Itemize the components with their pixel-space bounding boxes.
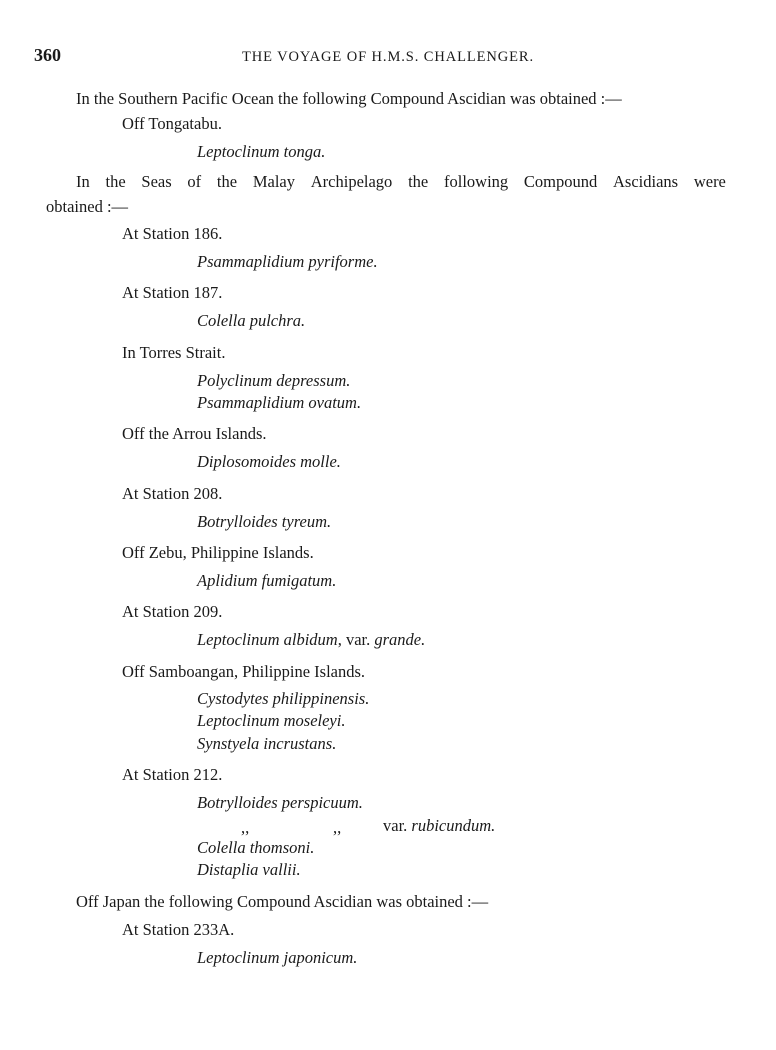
ditto-mark: ,, xyxy=(241,818,250,837)
species: Cystodytes philippinensis. xyxy=(197,689,370,708)
species: Distaplia vallii. xyxy=(197,860,301,879)
locality-station-233a: At Station 233A. xyxy=(122,920,235,939)
locality: Off the Arrou Islands. xyxy=(122,424,267,443)
species: Colella thomsoni. xyxy=(197,838,315,857)
locality: At Station 186. xyxy=(122,224,223,243)
locality: At Station 208. xyxy=(122,484,223,503)
locality: At Station 209. xyxy=(122,602,223,621)
species: Botrylloides tyreum. xyxy=(197,512,332,531)
species: Psammaplidium pyriforme. xyxy=(197,252,378,271)
locality-tongatabu: Off Tongatabu. xyxy=(122,114,222,133)
variety-label: var. xyxy=(383,816,408,835)
variety-name: grande. xyxy=(374,630,426,649)
species: Leptoclinum moseleyi. xyxy=(197,711,346,730)
locality: At Station 212. xyxy=(122,765,223,784)
species: Diplosomoides molle. xyxy=(197,452,341,471)
locality: At Station 187. xyxy=(122,283,223,302)
southern-pacific-intro: In the Southern Pacific Ocean the following Compound Ascidian was obtained :— xyxy=(76,89,622,108)
variety-label: , var. xyxy=(337,630,375,649)
species: Colella pulchra. xyxy=(197,311,306,330)
intro-word: following xyxy=(443,172,509,191)
species-with-variety xyxy=(197,632,425,649)
intro-word: of xyxy=(187,172,202,191)
intro-word: Archipelago xyxy=(310,172,393,191)
locality: Off Zebu, Philippine Islands. xyxy=(122,543,314,562)
intro-word: the xyxy=(216,172,238,191)
intro-word: Compound xyxy=(523,172,598,191)
running-title: THE VOYAGE OF H.M.S. CHALLENGER. xyxy=(242,49,534,65)
japan-intro: Off Japan the following Compound Ascidian was obtained :— xyxy=(76,892,489,911)
page-number: 360 xyxy=(34,45,61,65)
species: Synstyela incrustans. xyxy=(197,734,337,753)
species-name: Leptoclinum albidum xyxy=(197,630,338,649)
variety-line xyxy=(383,818,495,835)
malay-intro-end: obtained :— xyxy=(46,197,129,216)
ditto-mark: ,, xyxy=(333,818,342,837)
intro-word: the xyxy=(105,172,126,191)
intro-word: were xyxy=(693,172,726,191)
species-leptoclinum-tonga: Leptoclinum tonga. xyxy=(197,142,326,161)
intro-word: Ascidians xyxy=(613,172,679,191)
intro-word: the xyxy=(408,172,429,191)
intro-word: In xyxy=(76,172,90,191)
intro-word: Malay xyxy=(252,172,295,191)
species-leptoclinum-japonicum: Leptoclinum japonicum. xyxy=(197,948,358,967)
locality: In Torres Strait. xyxy=(122,343,226,362)
species: Aplidium fumigatum. xyxy=(197,571,337,590)
species: Botrylloides perspicuum. xyxy=(197,793,363,812)
variety-name: rubicundum. xyxy=(411,816,496,835)
species: Psammaplidium ovatum. xyxy=(197,393,362,412)
intro-word: Seas xyxy=(141,172,172,191)
species: Polyclinum depressum. xyxy=(197,371,351,390)
locality: Off Samboangan, Philippine Islands. xyxy=(122,662,366,681)
malay-intro-line xyxy=(76,174,726,191)
